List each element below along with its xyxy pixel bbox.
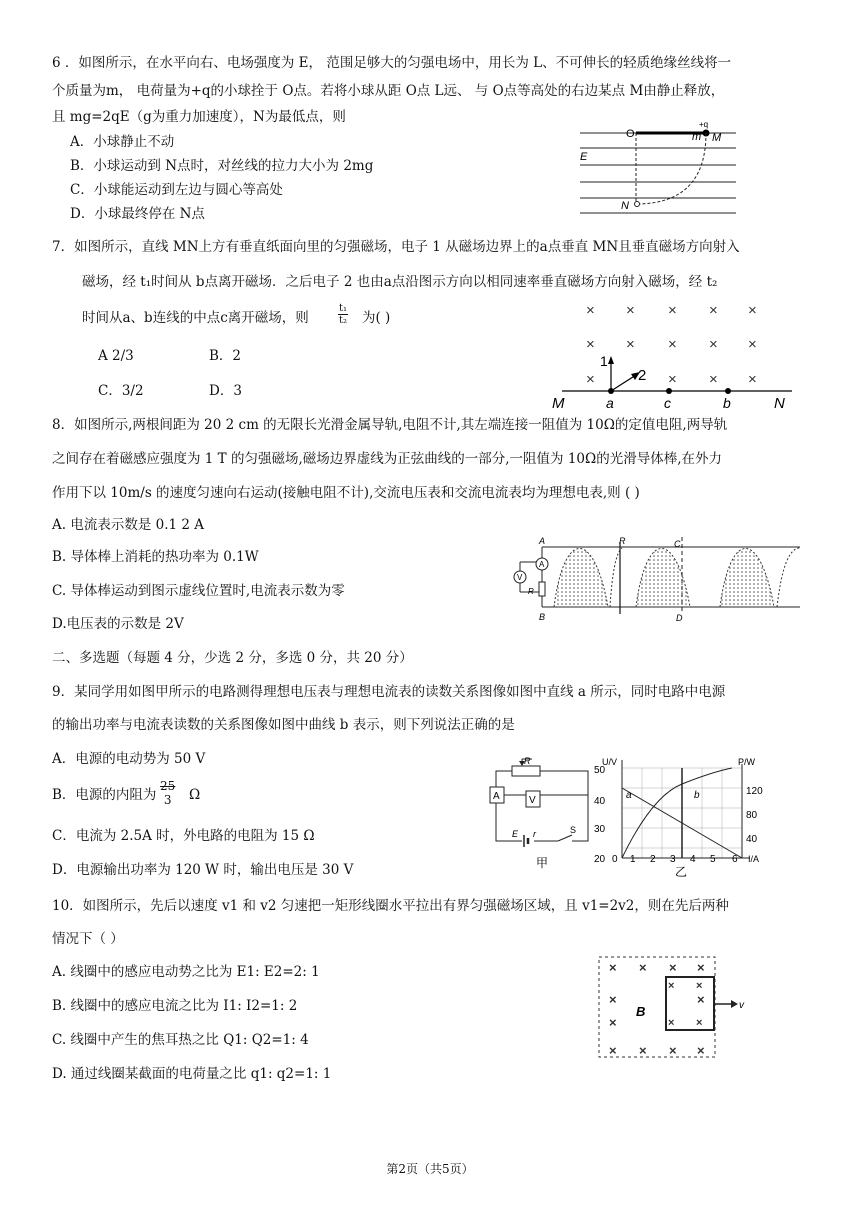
q9-graph-i-tick-6: 6: [732, 854, 738, 865]
q7-label-b: b: [723, 395, 731, 410]
q8-ammeter-label: A: [539, 560, 545, 569]
q10-line2: 情况下（ ）: [52, 931, 124, 947]
q9-circuit-e: E: [512, 829, 519, 839]
q10-option-d: D. 通过线圈某截面的电荷量之比 q1: q2=1: 1: [52, 1066, 332, 1082]
svg-text:×: ×: [709, 302, 718, 319]
q9-graph-i-tick-4: 4: [690, 854, 696, 865]
q8-label-r2: R: [619, 536, 626, 546]
svg-text:×: ×: [626, 336, 635, 353]
q7-option-b: B．2: [209, 348, 242, 364]
q7-line3: 时间从a、b连线的中点c离开磁场，则: [82, 310, 309, 326]
q9-option-b: B．电源的内阻为: [52, 787, 157, 803]
q9-graph-pw: P/W: [738, 757, 755, 767]
q7-label-m: M: [552, 395, 565, 410]
q9-line1: 9．某同学用如图甲所示的电路测得理想电压表与理想电流表的读数关系图像如图中直线 a 所示，同时电路中电源: [52, 684, 726, 700]
svg-text:×: ×: [748, 336, 757, 353]
svg-text:×: ×: [609, 1015, 617, 1030]
svg-text:×: ×: [668, 371, 677, 388]
q7-label-2: 2: [638, 367, 647, 384]
q7-label-a: a: [606, 395, 614, 410]
q9-circuit-caption: 甲: [536, 856, 549, 870]
q7-ratio-num: t₁: [339, 303, 348, 314]
q9-option-b-num: 25: [160, 779, 176, 793]
q7-line3-tail: 为( ): [362, 310, 391, 326]
q9-graph-uv: U/V: [602, 757, 618, 767]
q9-graph-b: b: [694, 790, 700, 801]
q8-figure: [512, 534, 802, 626]
q6-figure: [578, 118, 740, 222]
q9-line2: 的输出功率与电流表读数的关系图像如图中曲线 b 表示，则下列说法正确的是: [52, 717, 515, 733]
q9-option-b-den: 3: [163, 793, 172, 807]
q9-circuit-a: A: [493, 791, 500, 802]
q10-option-a: A. 线圈中的感应电动势之比为 E1: E2=2: 1: [52, 964, 320, 980]
q9-graph-figure: [592, 756, 772, 878]
svg-text:×: ×: [709, 371, 718, 388]
q9-graph-p-tick-80: 80: [746, 810, 758, 821]
q8-label-c: C: [674, 539, 681, 549]
q6-line3: 且 mg=2qE（g为重力加速度），N为最低点，则: [52, 109, 346, 125]
q8-voltmeter-label: V: [517, 573, 523, 582]
svg-text:×: ×: [668, 336, 677, 353]
q6-label-o: O: [626, 128, 635, 140]
q9-circuit-rr: r: [533, 829, 536, 839]
q6-option-d: D．小球最终停在 N点: [70, 206, 205, 222]
q8-line2: 之间存在着磁感应强度为 1 T 的匀强磁场,磁场边界虚线为正弦曲线的一部分,一阻值为 10Ω的光滑导体棒,在外力: [52, 451, 723, 467]
svg-text:×: ×: [697, 960, 705, 975]
q8-line1: 8．如图所示,两根间距为 20 2 cm 的无限长光滑金属导轨,电阻不计,其左端连接一阻值为 10Ω的定值电阻,两导轨: [52, 417, 728, 433]
q8-line3: 作用下以 10m/s 的速度匀速向右运动(接触电阻不计),交流电压表和交流电流表均为理想电表,则 ( ): [52, 485, 640, 501]
q7-option-a: A 2/3: [98, 348, 134, 364]
q9-graph-p-tick-40: 40: [746, 834, 758, 845]
q7-ratio: [338, 303, 348, 326]
q8-option-d: D.电压表的示数是 2V: [52, 616, 184, 632]
q10-option-b: B. 线圈中的感应电流之比为 I1: I2=1: 2: [52, 998, 298, 1014]
svg-text:×: ×: [709, 336, 718, 353]
q8-option-c: C. 导体棒运动到图示虚线位置时,电流表示数为零: [52, 583, 345, 599]
q9-graph-u-tick-50: 50: [594, 765, 606, 776]
q10-option-c: C. 线圈中产生的焦耳热之比 Q1: Q2=1: 4: [52, 1032, 309, 1048]
q6-option-b: B．小球运动到 N点时，对丝线的拉力大小为 2mg: [70, 158, 374, 174]
q6-line1: 6 ．如图所示，在水平向右、电场强度为 E， 范围足够大的匀强电场中，用长为 L、不可伸长的轻质绝缘丝线将一: [52, 55, 732, 71]
q8-label-r: R: [528, 587, 534, 596]
q9-graph-i-tick-0: 0: [612, 854, 618, 865]
q7-option-c: C．3/2: [98, 383, 144, 399]
q6-label-m: m: [692, 131, 702, 143]
svg-text:×: ×: [697, 992, 705, 1007]
section-2-heading: 二、多选题（每题 4 分，少选 2 分，多选 0 分，共 20 分）: [52, 650, 413, 666]
svg-text:×: ×: [668, 1017, 675, 1029]
q7-label-1: 1: [600, 353, 608, 369]
svg-text:×: ×: [748, 302, 757, 319]
q9-circuit-s: S: [570, 825, 577, 835]
q10-label-v: v: [739, 1000, 744, 1011]
q9-option-a: A．电源的电动势为 50 V: [52, 751, 206, 767]
q9-option-b-fraction: [160, 779, 175, 807]
svg-text:×: ×: [626, 302, 635, 319]
svg-text:×: ×: [697, 1043, 705, 1058]
q9-circuit-r: R: [524, 756, 531, 766]
q10-line1: 10．如图所示，先后以速度 v1 和 v2 匀速把一矩形线圈水平拉出有界匀强磁场区域，且 v1=2v2，则在先后两种: [52, 898, 729, 914]
q7-line1: 7．如图所示，直线 MN上方有垂直纸面向里的匀强磁场，电子 1 从磁场边界上的a点垂直 MN且垂直磁场方向射入: [52, 239, 740, 255]
q9-graph-u-tick-20: 20: [594, 854, 606, 865]
q8-label-b: B: [539, 612, 546, 622]
q6-option-c: C．小球能运动到左边与圆心等高处: [70, 182, 283, 198]
q9-graph-u-tick-40: 40: [594, 796, 606, 807]
q9-graph-a: a: [626, 790, 632, 801]
svg-text:×: ×: [639, 1043, 647, 1058]
q9-option-c: C．电流为 2.5A 时，外电路的电阻为 15 Ω: [52, 828, 315, 844]
q10-figure: [596, 954, 772, 1062]
svg-text:×: ×: [669, 960, 677, 975]
svg-text:×: ×: [639, 960, 647, 975]
q7-label-c: c: [664, 395, 671, 410]
svg-text:×: ×: [696, 1017, 703, 1029]
svg-text:×: ×: [586, 371, 595, 388]
q9-graph-u-tick-30: 30: [594, 824, 606, 835]
svg-text:×: ×: [668, 980, 675, 992]
q9-circuit-figure: [486, 755, 596, 875]
q6-label-q: +q: [699, 120, 709, 129]
svg-text:×: ×: [609, 960, 617, 975]
q9-graph-ia: I/A: [748, 854, 760, 864]
q9-graph-i-tick-2: 2: [650, 854, 656, 865]
svg-text:×: ×: [668, 302, 677, 319]
q7-line2: 磁场，经 t₁时间从 b点离开磁场．之后电子 2 也由a点沿图示方向以相同速率垂直磁场方向射入磁场，经 t₂: [82, 274, 718, 290]
q7-label-n: N: [774, 395, 785, 410]
q9-graph-p-tick-120: 120: [746, 786, 763, 797]
q9-option-b-unit: Ω: [189, 787, 201, 803]
q6-label-n: N: [621, 200, 629, 212]
q9-graph-i-tick-5: 5: [710, 854, 716, 865]
q8-label-d: D: [676, 613, 683, 623]
q7-ratio-den: t₂: [339, 315, 348, 326]
q9-graph-i-tick-3: 3: [670, 854, 676, 865]
q6-label-big-m: M: [712, 132, 722, 144]
svg-text:×: ×: [586, 302, 595, 319]
svg-text:×: ×: [696, 980, 703, 992]
q8-label-a: A: [539, 536, 546, 546]
q8-option-b: B. 导体棒上消耗的热功率为 0.1W: [52, 549, 259, 565]
q8-option-a: A. 电流表示数是 0.1 2 A: [52, 517, 205, 533]
svg-text:×: ×: [609, 1043, 617, 1058]
q9-option-d: D．电源输出功率为 120 W 时，输出电压是 30 V: [52, 862, 354, 878]
q7-option-d: D．3: [209, 383, 242, 399]
q6-option-a: A．小球静止不动: [70, 134, 175, 150]
q9-graph-caption: 乙: [675, 865, 688, 878]
svg-text:×: ×: [669, 1043, 677, 1058]
svg-text:×: ×: [609, 992, 617, 1007]
q10-label-b: B: [636, 1004, 646, 1019]
q6-label-e: E: [580, 151, 588, 163]
q9-graph-i-tick-1: 1: [630, 854, 636, 865]
svg-text:×: ×: [586, 336, 595, 353]
svg-text:×: ×: [748, 371, 757, 388]
q7-figure: [552, 296, 800, 410]
q9-circuit-v: V: [529, 795, 536, 806]
page-footer: 第2页（共5页）: [386, 1162, 474, 1176]
q6-line2: 个质量为m， 电荷量为+q的小球拴于 O点。若将小球从距 O点 L远、 与 O点等高处的右边某点 M由静止释放，: [52, 83, 725, 99]
